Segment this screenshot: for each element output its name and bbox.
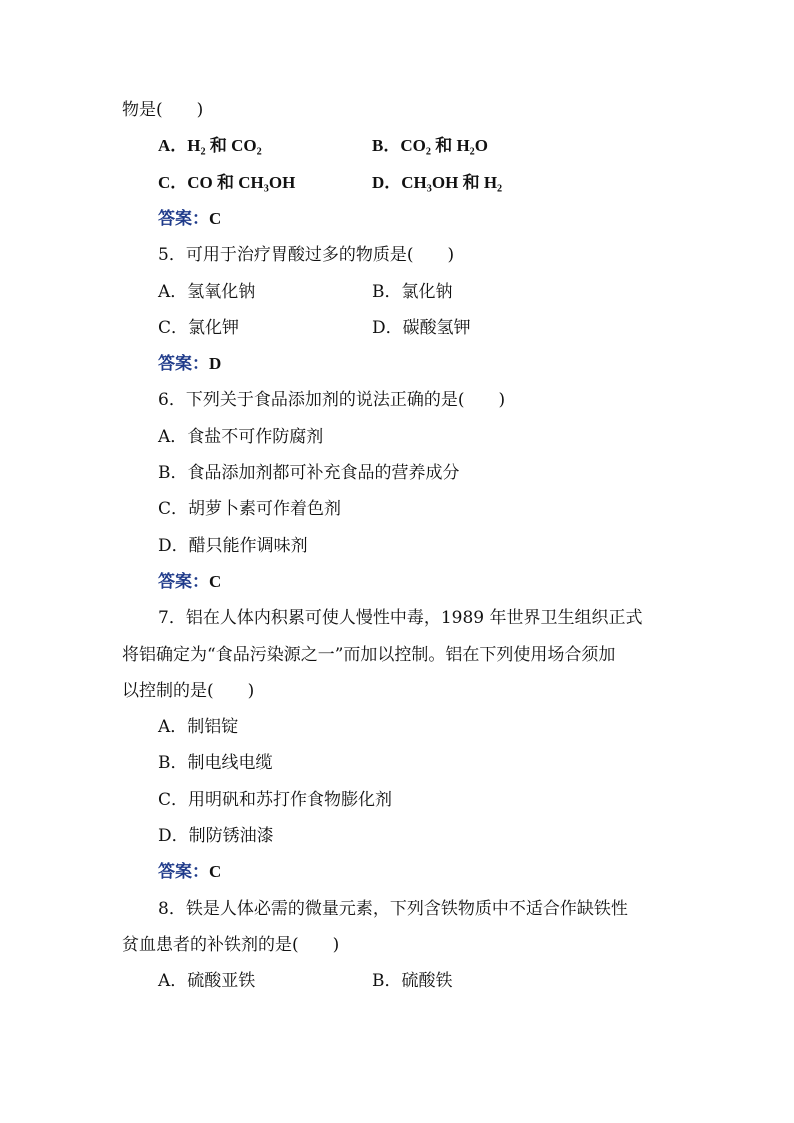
q5-answer-value: D bbox=[209, 354, 222, 373]
q8-stem-line1: 8．铁是人体必需的微量元素，下列含铁物质中不适合作缺铁性 bbox=[158, 899, 628, 919]
q4-option-c: C．CO 和 CH₃OH bbox=[158, 173, 296, 192]
q6-answer bbox=[158, 570, 221, 594]
q5-options-row1 bbox=[158, 280, 453, 304]
q6-option-c: C．胡萝卜素可作着色剂 bbox=[158, 499, 342, 519]
q7-option-b: B．制电线电缆 bbox=[158, 753, 273, 773]
q4-answer bbox=[158, 207, 221, 231]
q4-option-b: B．CO₂ 和 H₂O bbox=[372, 136, 488, 155]
q4-answer-value: C bbox=[209, 209, 222, 228]
q5-option-b: B．氯化钠 bbox=[372, 282, 453, 302]
q7-answer-label: 答案： bbox=[158, 862, 209, 882]
q6-stem: 6．下列关于食品添加剂的说法正确的是( ) bbox=[158, 390, 506, 410]
q8-option-a: A．硫酸亚铁 bbox=[158, 971, 256, 991]
q7-stem-line3: 以控制的是( ) bbox=[122, 681, 255, 701]
q8-options-row1 bbox=[158, 969, 453, 993]
q7-option-a: A．制铝锭 bbox=[158, 717, 239, 737]
q4-answer-label: 答案： bbox=[158, 209, 209, 229]
q4-options-row1 bbox=[158, 134, 488, 158]
q5-option-d: D．碳酸氢钾 bbox=[372, 318, 471, 338]
q8-option-b: B．硫酸铁 bbox=[372, 971, 453, 991]
q7-answer-value: C bbox=[209, 862, 222, 881]
q6-answer-value: C bbox=[209, 572, 222, 591]
q5-options-row2 bbox=[158, 316, 471, 340]
q6-answer-label: 答案： bbox=[158, 572, 209, 592]
q7-stem-line1: 7．铝在人体内积累可使人慢性中毒，1989 年世界卫生组织正式 bbox=[158, 608, 643, 628]
q5-option-a: A．氢氧化钠 bbox=[158, 282, 256, 302]
q6-option-d: D．醋只能作调味剂 bbox=[158, 536, 308, 556]
q7-answer bbox=[158, 860, 221, 884]
q5-answer bbox=[158, 352, 221, 376]
q8-stem-line2: 贫血患者的补铁剂的是( ) bbox=[122, 935, 340, 955]
q4-stem-tail: 物是( ) bbox=[122, 100, 204, 120]
q4-option-d: D．CH₃OH 和 H₂ bbox=[372, 173, 503, 192]
q4-options-row2 bbox=[158, 171, 503, 195]
q5-stem: 5．可用于治疗胃酸过多的物质是( ) bbox=[158, 245, 455, 265]
q7-option-d: D．制防锈油漆 bbox=[158, 826, 274, 846]
q6-option-a: A．食盐不可作防腐剂 bbox=[158, 427, 324, 447]
q6-option-b: B．食品添加剂都可补充食品的营养成分 bbox=[158, 463, 460, 483]
q5-answer-label: 答案： bbox=[158, 354, 209, 374]
q4-option-a: A．H₂ 和 CO₂ bbox=[158, 136, 262, 155]
q5-option-c: C．氯化钾 bbox=[158, 318, 240, 338]
q7-option-c: C．用明矾和苏打作食物膨化剂 bbox=[158, 790, 393, 810]
q7-stem-line2: 将铝确定为“食品污染源之一”而加以控制。铝在下列使用场合须加 bbox=[122, 645, 616, 665]
